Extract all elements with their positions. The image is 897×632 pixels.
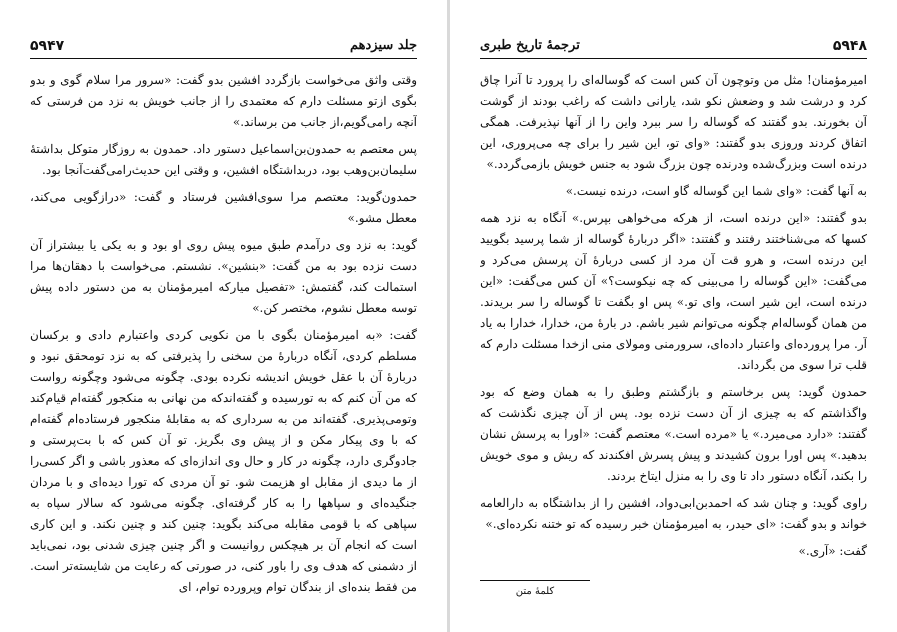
paragraph: به آنها گفت: «وای شما این گوساله گاو است، درنده نیست.»	[565, 184, 867, 198]
paragraph: بدو گفتند: «این درنده است، از هرکه می‌خواهی بپرس.» آنگاه به نزد همه کسها که می‌شناختند رفتند و گفتند: «اگر دربارهٔ گوساله از شما پرسید بگویید این درنده است، و هرو قت آن مرد از کسی دربارهٔ آن پرسش می‌کرد و می‌گفت: «این گوساله را می‌بینی که چه نیکوست؟» آن کس می‌گفت: «این درنده است، این شیر است، وای تو.» پس او بگفت تا گوساله را سر بریدند. من همان گوساله‌ام چگونه می‌توانم شیر باشم. در بارهٔ من، خدارا، خدارا به یاد آر. مرا پرورده‌ای واعتبار داده‌ای، سرورمنی ومولای منی ازخدا مسئلت دارم که قلب ترا سوی من بگرداند.	[480, 211, 867, 372]
left-page-number: ۵۹۴۷	[30, 38, 65, 54]
paragraph: گوید: به نزد وی درآمدم طبق میوه پیش روی او بود و به یکی یا بیشتراز آن دست نزده بود به من گفت: «بنشین». نشستم. می‌خواست با دهقان‌ها مرا استمالت کند، گفتمش: «تفصیل میارکه امیرمؤمنان به من دستور داده پیش توسه معطل نشوم، مختصر کن.»	[30, 238, 417, 315]
right-page-body	[480, 70, 867, 570]
paragraph: حمدون‌گوید: معتصم مرا سوی‌افشین فرستاد و گفت: «درازگویی می‌کند، معطل مشو.»	[30, 190, 417, 225]
right-page-number: ۵۹۴۸	[832, 38, 867, 54]
right-page-header	[480, 38, 867, 59]
paragraph: حمدون گوید: پس برخاستم و بازگشتم وطبق را به همان وضع که بود واگذاشتم که به چیزی از آن دست نزده بود. پس از آن چیزی نگذشت که گفتند: «دارد می‌میرد.» یا «مرده است.» معتصم گفت: «اورا به پرسش نشان بدهید.» پس اورا برون کشیدند و پیش پسرش افکندند که ریش و موی خویش را بکند، آنگاه دستور داد تا وی را به منزل ایتاخ بردند.	[480, 385, 867, 483]
right-header-title: ترجمهٔ تاریخ طبری	[480, 38, 580, 53]
left-header-title: جلد سیزدهم	[350, 38, 417, 53]
left-page-body	[30, 70, 417, 620]
paragraph: راوی گوید: و چنان شد که احمدبن‌ابی‌دواد، افشین را از بداشتگاه به دارالعامه خواند و بدو گفت: «ای حیدر، به امیرمؤمنان خبر رسیده که تو ختنه نکرده‌ای.»	[480, 496, 867, 531]
footnote-rule	[480, 580, 590, 581]
paragraph: وقتی واثق می‌خواست بازگردد افشین بدو گفت: «سرور مرا سلام گوی و بدو بگوی ازتو مسئلت دارم که معتمدی را از جانب خویش به نزد من فرستی که آنچه رامی‌گویم،از جانب من برساند.»	[30, 73, 417, 129]
footnote: کلمهٔ متن	[515, 586, 555, 597]
right-page	[450, 0, 897, 632]
left-page-header	[30, 38, 417, 59]
left-page	[0, 0, 447, 632]
paragraph: امیرمؤمنان! مثل من وتوچون آن کس است که گوساله‌ای را پرورد تا آنرا چاق کرد و درشت شد و وضعش نکو شد، یارانی داشت که راغب بودند از گوشت آن بخورند. بدو گفتند که گوساله را سر ببرد واین را از آنها نپذیرفت. همگی اتفاق کردند وروزی بدو گفتند: «وای تو، این شیر را برای چه می‌پروری، این درنده است وبزرگ‌شده ودرنده چون بزرگ شود به جنس خویش بازمی‌گردد.»	[480, 73, 867, 171]
paragraph: گفت: «آری.»	[798, 544, 867, 558]
paragraph: پس معتصم به حمدون‌بن‌اسماعیل دستور داد. حمدون به روزگار متوکل بداشتهٔ سلیمان‌بن‌وهب بود، دربداشتگاه افشین، و وقتی این حدیث‌رامی‌گفت‌آنجا بود.	[30, 142, 417, 177]
paragraph: گفت: «به امیرمؤمنان بگوی با من نکویی کردی واعتبارم دادی و برکسان مسلطم کردی، آنگاه دربارهٔ من سخنی را پذیرفتی که به نزد تومحقق نبود و دربارهٔ آن با عقل خویش اندیشه نکرده بودی. چگونه می‌شود وچگونه رواست که من آن کنم که به تورسیده و گفته‌اندکه من نهانی به منکجور گفته‌ام قیام‌کند وتومی‌پذیری. گفته‌اند من به سرداری که به مقابلهٔ منکجور فرستاده‌ام گفته‌ام که با وی پیکار مکن و از پیش وی بگریز. تو آن کس که با بت‌پرستی و جادوگری دارد، چگونه در کار و حال وی اندازه‌ای که معذور باشی و اگر کسی‌را از ما دیدی از مقابل او هزیمت شو. تو آن مردی که تورا دیده‌ای و با مردان جنگیده‌ای و سپاهها را به کار گرفته‌ای. چگونه می‌شود که سالار سپاه به سپاهی که با قومی مقابله می‌کند بگوید: چنین کند و چنین نکند. و این کاری است که انجام آن بر هیچکس روانیست و اگر چنین چیزی شدنی بود، نمی‌باید از دشمنی که هدف وی را باور کنی، در صورتی که رعایت من شایسته‌تر است. من فقط بنده‌ای از بندگان توام وپرورده توام، ای	[30, 328, 417, 594]
